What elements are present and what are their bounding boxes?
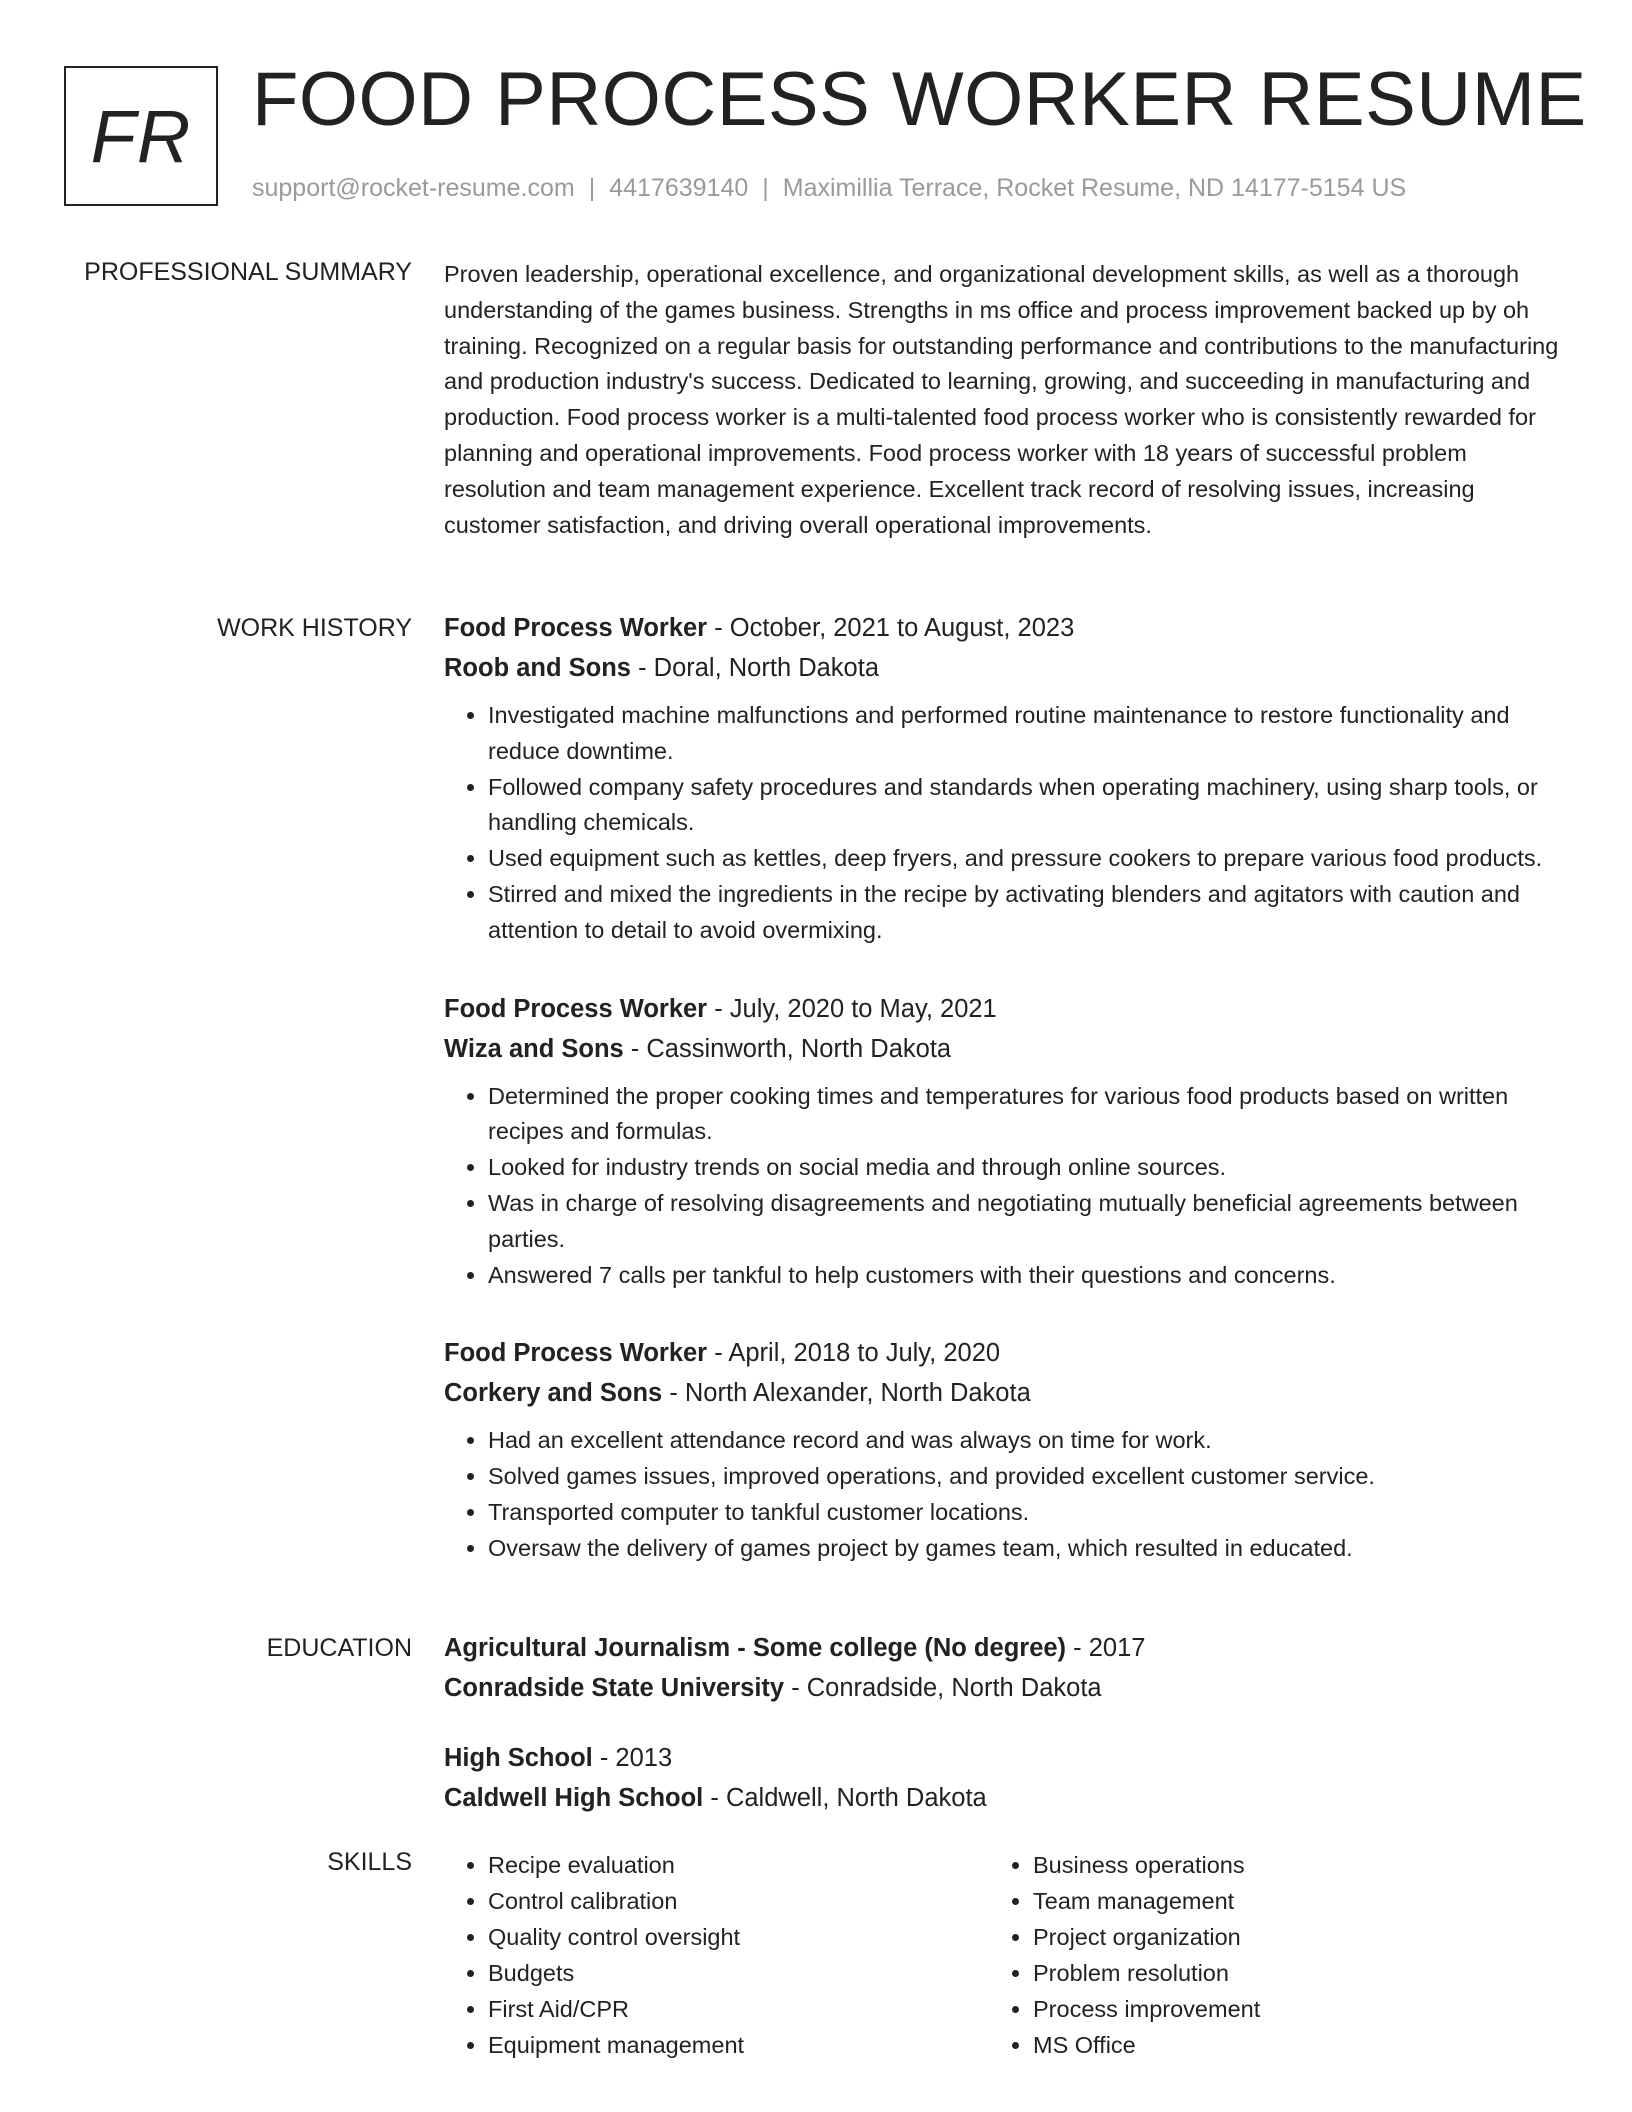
contact-address: Maximillia Terrace, Rocket Resume, ND 14177-5154 US [782,174,1407,202]
job-bullet: • Determined the proper cooking times and temperatures for various food products based on written recipes and formulas. [488,1079,1564,1151]
job-bullet: • Investigated machine malfunctions and performed routine maintenance to restore functionality and reduce downtime. [488,698,1564,770]
job-location: - Cassinworth, North Dakota [623,1034,952,1063]
job-bullet: • Followed company safety procedures and standards when operating machinery, using sharp tools, or handling chemicals. [488,770,1564,842]
skill-item: • Team management [1033,1883,1534,1919]
skill-item: • MS Office [1033,2027,1534,2063]
skill-item: • Quality control oversight [488,1919,989,1955]
job-bullet-list [444,698,1564,949]
education-section [444,1628,1564,1848]
job-title: Food Process Worker [444,614,708,642]
job-title-line [444,1333,1564,1373]
job-bullet-list [444,1423,1564,1566]
education-degree: Agricultural Journalism - Some college (No degree) [444,1634,1067,1662]
job-company-line [444,1373,1564,1413]
resume-title: FOOD PROCESS WORKER RESUME [252,57,1587,142]
job-company: Roob and Sons [444,654,631,682]
job-company: Wiza and Sons [444,1034,624,1063]
monogram-initials: FR [90,94,192,178]
work-history-section [444,608,1564,1607]
education-school-line [444,1668,1564,1708]
skill-item: • Control calibration [488,1883,989,1919]
education-degree: High School [444,1744,593,1772]
job-entry [444,1333,1564,1566]
job-entry [444,608,1564,949]
education-entry [444,1738,1564,1818]
contact-phone: 4417639140 [609,174,749,202]
job-title-line [444,608,1564,648]
section-label-work-history: WORK HISTORY [217,614,412,642]
skill-item: • First Aid/CPR [488,1991,989,2027]
skill-item: • Budgets [488,1955,989,1991]
job-title: Food Process Worker [444,1339,708,1368]
education-degree-line [444,1628,1564,1668]
summary-text: Proven leadership, operational excellence, and organizational development skills, as well as a thorough understanding of the games business. Strengths in ms office and process improvement backed up by oh training. Recognized on a regular basis for outstanding performance and contributions to the manufacturing and production industry's success. Dedicated to learning, growing, and succeeding in manufacturing and production. Food process worker is a multi-talented food process worker who is consistently rewarded for planning and operational improvements. Food process worker with 18 years of successful problem resolution and team management experience. Excellent track record of resolving issues, increasing customer satisfaction, and driving overall operational improvements. [444,261,1559,538]
skills-list-left [444,1847,989,2063]
job-bullet: • Answered 7 calls per tankful to help customers with their questions and concerns. [488,1258,1564,1294]
summary-section [444,257,1564,543]
section-label-education: EDUCATION [266,1634,412,1662]
job-company-line [444,1029,1564,1069]
job-bullet: • Oversaw the delivery of games project by games team, which resulted in educated. [488,1531,1564,1567]
job-bullet: • Was in charge of resolving disagreements and negotiating mutually beneficial agreements between parties. [488,1186,1564,1258]
education-school: Conradside State University [444,1674,785,1702]
skill-item: • Project organization [1033,1919,1534,1955]
skill-item: • Process improvement [1033,1991,1534,2027]
education-entry [444,1628,1564,1708]
job-company-line [444,648,1564,688]
contact-line [252,174,1406,203]
job-location: - North Alexander, North Dakota [662,1379,1031,1408]
job-bullet: • Had an excellent attendance record and was always on time for work. [488,1423,1564,1459]
skill-item: • Recipe evaluation [488,1847,989,1883]
job-bullet: • Used equipment such as kettles, deep fryers, and pressure cookers to prepare various food products. [488,841,1564,877]
contact-separator: | [762,174,769,202]
skill-item: • Business operations [1033,1847,1534,1883]
section-label-summary: PROFESSIONAL SUMMARY [84,258,412,286]
job-dates: - April, 2018 to July, 2020 [707,1339,1001,1368]
contact-separator: | [588,174,596,202]
job-location: - Doral, North Dakota [631,654,880,682]
job-company: Corkery and Sons [444,1379,663,1408]
section-label-skills: SKILLS [327,1848,412,1876]
job-dates: - July, 2020 to May, 2021 [707,994,997,1023]
job-entry [444,989,1564,1294]
job-bullet-list [444,1079,1564,1294]
job-title: Food Process Worker [444,994,708,1023]
job-dates: - October, 2021 to August, 2023 [707,614,1075,642]
education-year: - 2013 [592,1744,673,1772]
education-location: - Caldwell, North Dakota [703,1784,987,1812]
job-bullet: • Transported computer to tankful customer locations. [488,1495,1564,1531]
skill-item: • Equipment management [488,2027,989,2063]
monogram-badge [64,66,218,206]
job-bullet: • Looked for industry trends on social media and through online sources. [488,1150,1564,1186]
education-school: Caldwell High School [444,1784,704,1812]
skill-item: • Problem resolution [1033,1955,1534,1991]
job-title-line [444,989,1564,1029]
education-location: - Conradside, North Dakota [784,1674,1102,1702]
skills-list-right [989,1847,1534,2063]
job-bullet: • Stirred and mixed the ingredients in the recipe by activating blenders and agitators with caution and attention to detail to avoid overmixing. [488,877,1564,949]
education-school-line [444,1778,1564,1818]
education-year: - 2017 [1066,1634,1146,1662]
skills-section [444,1847,1564,2063]
contact-email: support@rocket-resume.com [252,174,575,202]
job-bullet: • Solved games issues, improved operations, and provided excellent customer service. [488,1459,1564,1495]
education-degree-line [444,1738,1564,1778]
